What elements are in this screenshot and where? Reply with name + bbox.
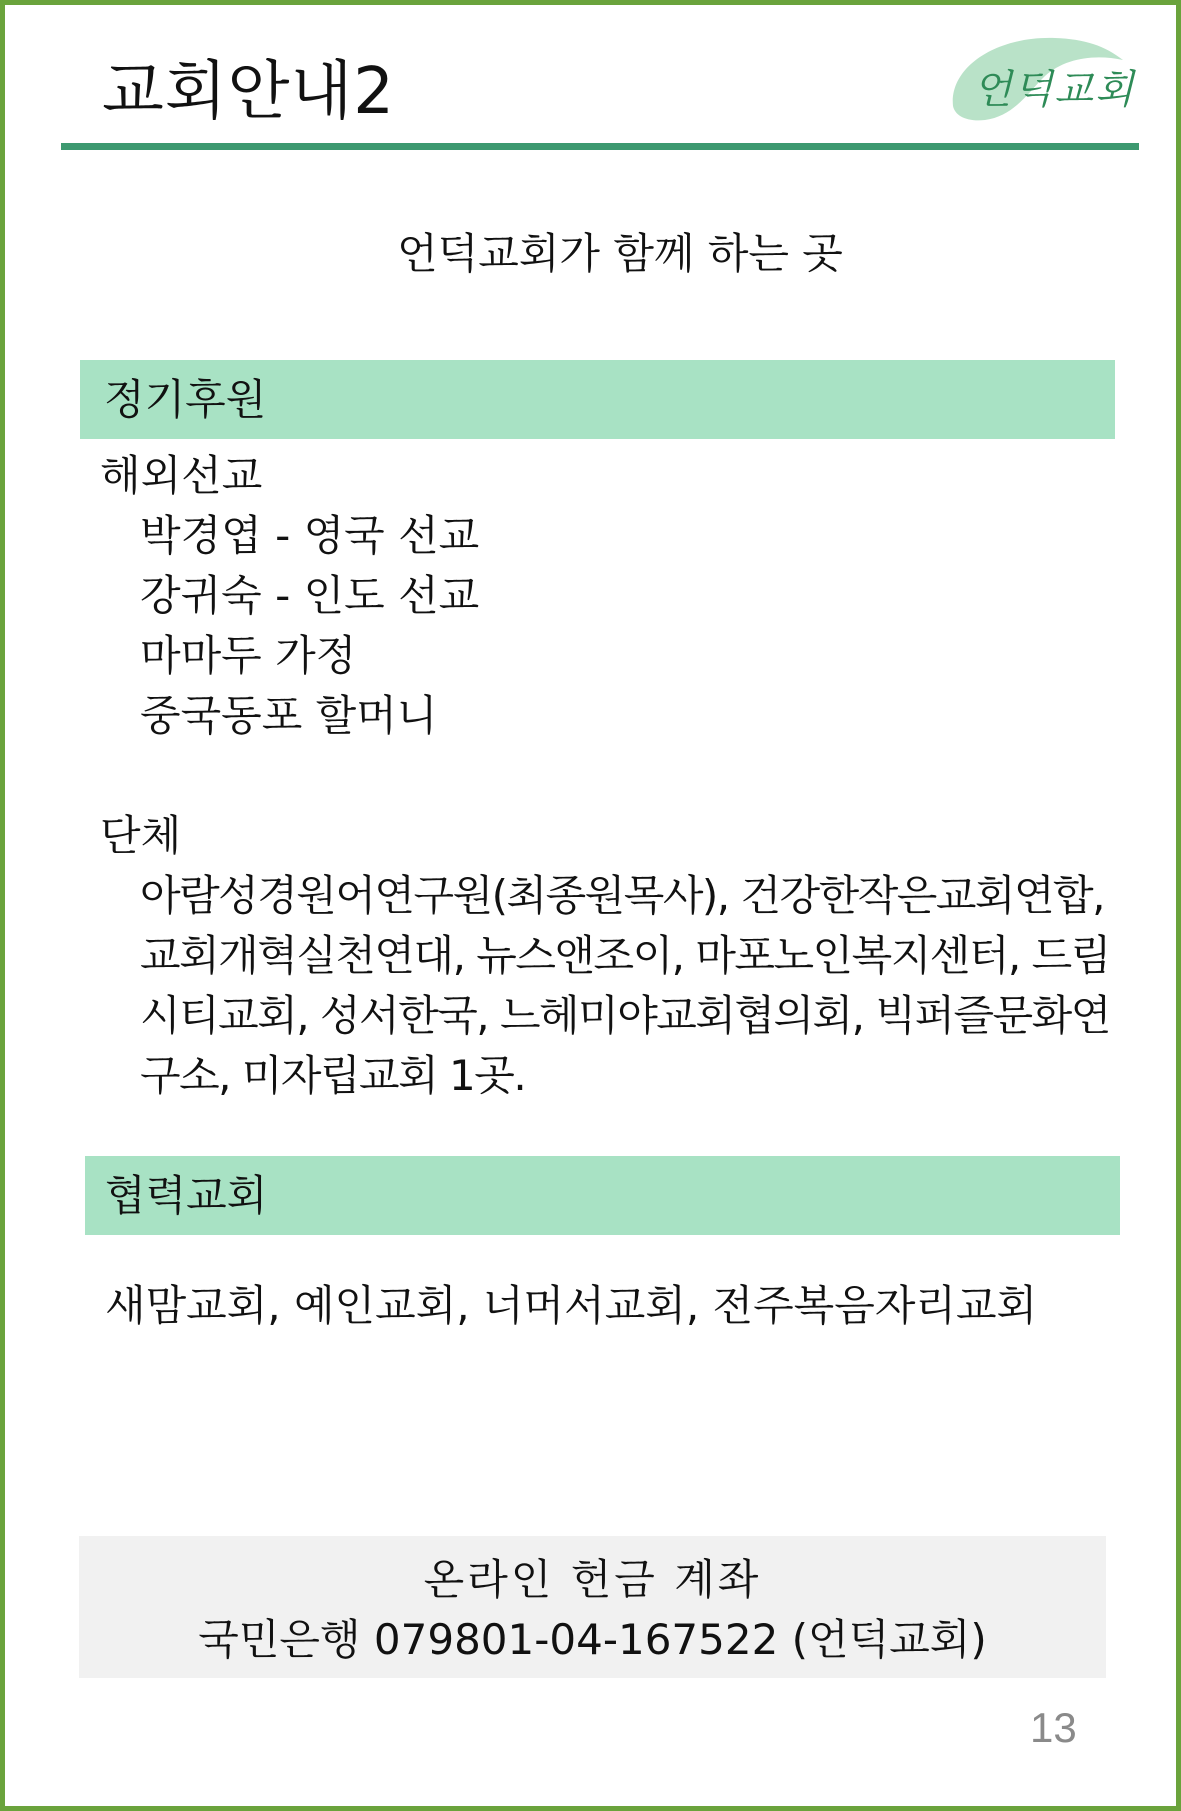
organizations-line: 아람성경원어연구원(최종원목사), 건강한작은교회연합, — [140, 871, 1104, 920]
logo-text: 언덕교회 — [973, 67, 1136, 113]
church-logo — [945, 28, 1145, 138]
section-subtitle: 언덕교회가 함께 하는 곳 — [397, 229, 843, 278]
mission-item: 박경엽 - 영국 선교 — [140, 511, 480, 560]
online-offering-box — [79, 1536, 1106, 1678]
mission-item: 강귀숙 - 인도 선교 — [140, 571, 480, 620]
mission-item: 마마두 가정 — [140, 631, 357, 680]
partner-churches-heading: 협력교회 — [85, 1156, 1120, 1235]
organizations-line: 시티교회, 성서한국, 느헤미야교회협의회, 빅퍼즐문화연 — [140, 991, 1110, 1040]
mission-item: 중국동포 할머니 — [140, 691, 438, 740]
online-offering-title: 온라인 헌금 계좌 — [423, 1555, 762, 1604]
bank-account-number: 국민은행 079801-04-167522 (언덕교회) — [198, 1615, 987, 1664]
organizations-line: 교회개혁실천연대, 뉴스앤조이, 마포노인복지센터, 드림 — [140, 931, 1110, 980]
missions-label: 해외선교 — [100, 451, 263, 500]
page-title: 교회안내2 — [102, 55, 396, 129]
page-number: 13 — [1030, 1704, 1077, 1751]
organizations-label: 단체 — [100, 811, 182, 860]
title-divider — [61, 143, 1139, 150]
regular-support-heading: 정기후원 — [80, 360, 1115, 439]
organizations-line: 구소, 미자립교회 1곳. — [140, 1051, 526, 1100]
partner-churches-list: 새맘교회, 예인교회, 너머서교회, 전주복음자리교회 — [105, 1281, 1038, 1330]
